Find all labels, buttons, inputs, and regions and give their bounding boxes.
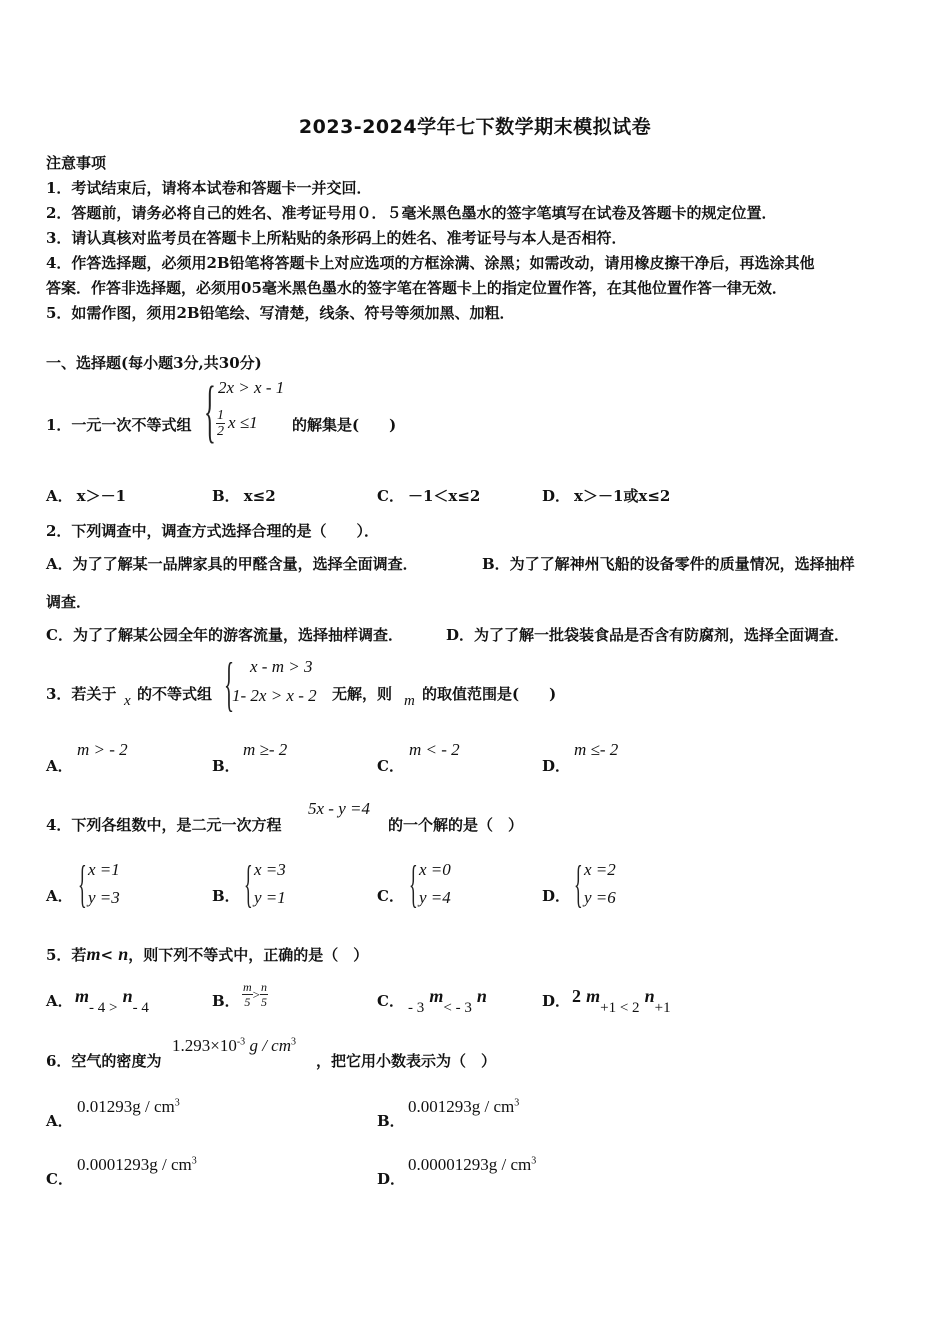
q1-prefix: 1．一元一次不等式组 xyxy=(46,416,192,434)
q3-option-a-label[interactable]: A． xyxy=(46,757,73,775)
q6-option-b-label[interactable]: B． xyxy=(377,1112,405,1130)
q2-option-b[interactable]: B．为了了解神州飞船的设备零件的质量情况，选择抽样 xyxy=(482,555,855,573)
q4-a-brace: { xyxy=(78,856,87,913)
q1-ineq-2: $\frac{1}{2}$ x ≤1 xyxy=(217,408,258,439)
notice-line-4a: 4．作答选择题，必须用2B铅笔将答题卡上对应选项的方框涂满、涂黑；如需改动，请用橡皮擦干净后，再选涂其他 xyxy=(46,254,815,272)
q3-option-b-label[interactable]: B． xyxy=(212,757,240,775)
q6-option-d[interactable]: $0.00001293g / cm^3$ xyxy=(408,1155,537,1174)
notice-line-1: 1．考试结束后，请将本试卷和答题卡一并交回． xyxy=(46,179,372,197)
q3-suffix-2: 的取值范围是( ) xyxy=(422,685,557,703)
q3-option-d-label[interactable]: D． xyxy=(542,757,571,775)
q1-ineq-1: 2x > x - 1 xyxy=(218,378,285,397)
q3-option-a[interactable]: m > - 2 xyxy=(77,740,128,759)
q5-option-c-label[interactable]: C． xyxy=(377,992,404,1010)
q1-option-a[interactable]: A． x＞－1 xyxy=(46,487,127,505)
q2-option-c[interactable]: C．为了了解某公园全年的游客流量，选择抽样调查． xyxy=(46,626,403,644)
q1-option-b[interactable]: B． x≤2 xyxy=(212,487,276,505)
notice-line-2: 2．答题前，请务必将自己的姓名、准考证号用０．５毫米黑色墨水的签字笔填写在试卷及答题卡的规定位置． xyxy=(46,204,777,222)
q6-option-d-label[interactable]: D． xyxy=(377,1170,406,1188)
q5-option-b[interactable]: $\frac{m}{5}$ > $\frac{n}{5}$ xyxy=(243,980,268,1009)
q5-option-b-label[interactable]: B． xyxy=(212,992,240,1010)
q5-option-c[interactable]: - 3 m< - 3 n xyxy=(408,986,487,1016)
q4-option-c-y[interactable]: y =4 xyxy=(419,888,451,907)
q3-option-c-label[interactable]: C． xyxy=(377,757,404,775)
q2-option-d[interactable]: D．为了了解一批袋装食品是否含有防腐剂，选择全面调查． xyxy=(446,626,850,644)
q6-suffix: ，把它用小数表示为（ ） xyxy=(316,1052,497,1070)
q6-option-b[interactable]: $0.001293g / cm^3$ xyxy=(408,1097,520,1116)
q3-suffix-1: 无解，则 xyxy=(332,685,393,703)
q1-option-c[interactable]: C． －1＜x≤2 xyxy=(377,487,481,505)
q4-equation: 5x - y =4 xyxy=(308,799,370,818)
q4-option-b-y[interactable]: y =1 xyxy=(254,888,286,907)
q4-option-c-x[interactable]: x =0 xyxy=(419,860,451,879)
q3-var-m: m xyxy=(404,693,415,709)
q2-option-a[interactable]: A．为了了解某一品牌家具的甲醛含量，选择全面调查． xyxy=(46,555,418,573)
q1-option-d[interactable]: D． x＞－1或x≤2 xyxy=(542,487,671,505)
q2-option-b-cont: 调查． xyxy=(46,593,92,611)
q4-option-d-label[interactable]: D． xyxy=(542,887,571,905)
q2-stem: 2．下列调查中，调查方式选择合理的是（ ）． xyxy=(46,522,379,540)
q3-ineq-2: 1- 2x > x - 2 xyxy=(232,686,317,705)
section-heading: 一、选择题(每小题3分,共30分) xyxy=(46,354,262,372)
q1-fraction: $\frac{1}{2}$ xyxy=(217,408,224,439)
q5-stem: 5．若m< n，则下列不等式中，正确的是（ ） xyxy=(46,944,369,964)
q6-option-a-label[interactable]: A． xyxy=(46,1112,73,1130)
q4-suffix: 的一个解的是（ ） xyxy=(388,816,524,834)
q4-c-brace: { xyxy=(409,856,418,913)
q4-option-a-label[interactable]: A． xyxy=(46,887,73,905)
q4-b-brace: { xyxy=(244,856,253,913)
q3-option-b[interactable]: m ≥- 2 xyxy=(243,740,288,759)
q5-option-a[interactable]: m- 4 > n- 4 xyxy=(75,986,149,1016)
q4-d-brace: { xyxy=(574,856,583,913)
notice-line-3: 3．请认真核对监考员在答题卡上所粘贴的条形码上的姓名、准考证号与本人是否相符． xyxy=(46,229,627,247)
q5-option-d-label[interactable]: D． xyxy=(542,992,571,1010)
q1-brace: { xyxy=(204,373,216,450)
q4-option-a-y[interactable]: y =3 xyxy=(88,888,120,907)
page-title: 2023-2024学年七下数学期末模拟试卷 xyxy=(298,116,652,138)
notice-line-4b: 答案．作答非选择题，必须用05毫米黑色墨水的签字笔在答题卡上的指定位置作答，在其他位置作答一律无效． xyxy=(46,279,787,297)
q3-option-c[interactable]: m < - 2 xyxy=(409,740,460,759)
q4-option-c-label[interactable]: C． xyxy=(377,887,404,905)
q5-option-d[interactable]: 2 m+1 < 2 n+1 xyxy=(572,986,671,1016)
q3-ineq-1: x - m > 3 xyxy=(250,657,313,676)
q6-option-a[interactable]: $0.01293g / cm^3$ xyxy=(77,1097,180,1116)
q1-suffix: 的解集是( ) xyxy=(292,416,397,434)
q3-prefix: 3．若关于 xyxy=(46,685,117,703)
q6-option-c-label[interactable]: C． xyxy=(46,1170,73,1188)
q5-option-a-label[interactable]: A． xyxy=(46,992,73,1010)
notice-line-5: 5．如需作图，须用2B铅笔绘、写清楚，线条、符号等须加黑、加粗． xyxy=(46,304,515,322)
q4-option-a-x[interactable]: x =1 xyxy=(88,860,120,879)
q6-prefix: 6．空气的密度为 xyxy=(46,1052,162,1070)
notice-heading: 注意事项 xyxy=(46,154,107,172)
q4-prefix: 4．下列各组数中，是二元一次方程 xyxy=(46,816,282,834)
q3-var-x: x xyxy=(124,693,131,709)
q4-option-b-label[interactable]: B． xyxy=(212,887,240,905)
q4-option-d-y[interactable]: y =6 xyxy=(584,888,616,907)
q3-option-d[interactable]: m ≤- 2 xyxy=(574,740,619,759)
q3-brace: { xyxy=(224,651,235,717)
q6-option-c[interactable]: $0.0001293g / cm^3$ xyxy=(77,1155,197,1174)
q4-option-b-x[interactable]: x =3 xyxy=(254,860,286,879)
q6-density-value: $1.293\times 10^{-3}$ g / $cm^3$ xyxy=(172,1036,296,1055)
q3-mid: 的不等式组 xyxy=(137,685,213,703)
q4-option-d-x[interactable]: x =2 xyxy=(584,860,616,879)
